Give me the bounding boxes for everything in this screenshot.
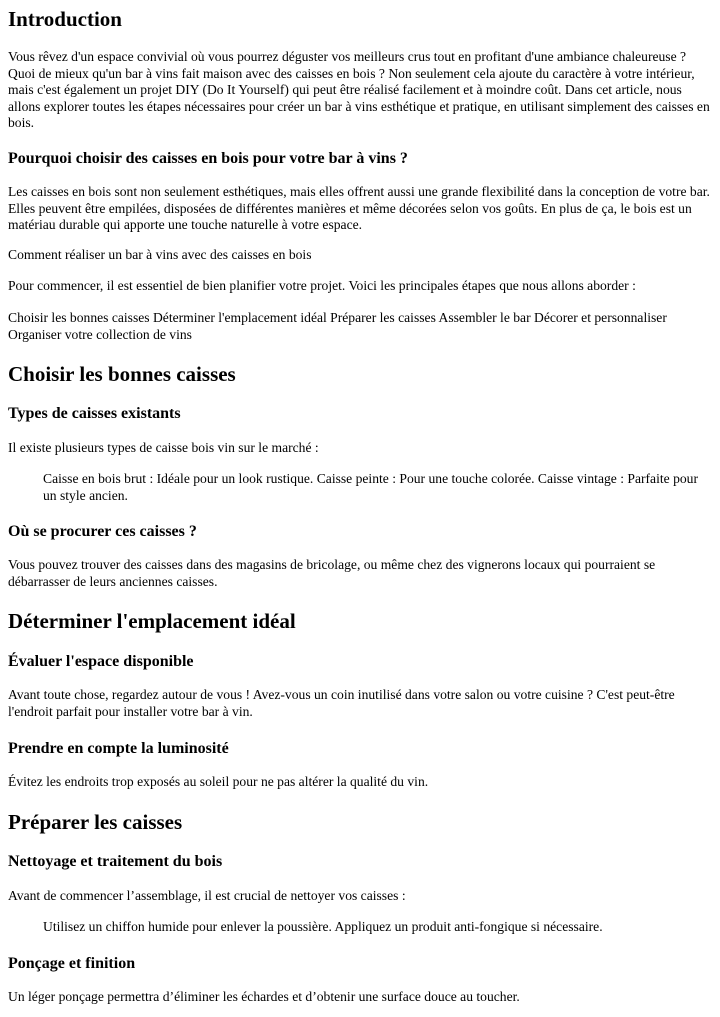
paragraph-cleaning: Avant de commencer l’assemblage, il est crucial de nettoyer vos caisses :	[8, 888, 406, 903]
list-crate-types: Caisse en bois brut : Idéale pour un look rustique. Caisse peinte : Pour une touche colorée. Caisse vintage : Parfaite pour un style ancien.	[43, 471, 698, 503]
paragraph-introduction: Vous rêvez d'un espace convivial où vous pourrez déguster vos meilleurs crus tout en profitant d'une ambiance chaleureuse ? Quoi de mieux qu'un bar à vins fait maison avec des caisses en bois ? Non seulement cela ajoute du caractère à votre intérieur, mais c'est également un projet DIY (Do It Yourself) qui peut être réalisé facilement et à moindre coût. Dans cet article, nous allons explorer toutes les étapes nécessaires pour créer un bar à vins esthétique et pratique, en utilisant simplement des caisses en bois.	[8, 49, 710, 130]
list-steps: Choisir les bonnes caisses Déterminer l'emplacement idéal Préparer les caisses Assembler le bar Décorer et personnaliser Organiser votre collection de vins	[8, 310, 667, 342]
paragraph-why-wood-crates: Les caisses en bois sont non seulement esthétiques, mais elles offrent aussi une grande flexibilité dans la conception de votre bar. Elles peuvent être empilées, disposées de différentes manières et même décorées selon vos goûts. En plus de ça, le bois est un matériau durable qui apporte une touche naturelle à votre espace.	[8, 184, 710, 232]
heading-where-to-buy: Où se procurer ces caisses ?	[8, 523, 197, 540]
heading-location: Déterminer l'emplacement idéal	[8, 609, 296, 633]
heading-sanding: Ponçage et finition	[8, 955, 136, 972]
paragraph-how-to: Comment réaliser un bar à vins avec des caisses en bois	[8, 247, 312, 262]
list-cleaning: Utilisez un chiffon humide pour enlever la poussière. Appliquez un produit anti-fongique si nécessaire.	[43, 919, 603, 934]
paragraph-plan: Pour commencer, il est essentiel de bien planifier votre projet. Voici les principales étapes que nous allons aborder :	[8, 278, 636, 293]
paragraph-where-to-buy: Vous pouvez trouver des caisses dans des magasins de bricolage, ou même chez des vignerons locaux qui pourraient se débarrasser de leurs anciennes caisses.	[8, 557, 656, 589]
heading-cleaning: Nettoyage et traitement du bois	[8, 853, 223, 870]
heading-why-wood-crates: Pourquoi choisir des caisses en bois pour votre bar à vins ?	[8, 150, 408, 167]
heading-available-space: Évaluer l'espace disponible	[8, 653, 194, 670]
paragraph-sanding: Un léger ponçage permettra d’éliminer les échardes et d’obtenir une surface douce au toucher.	[8, 989, 520, 1004]
heading-light: Prendre en compte la luminosité	[8, 740, 229, 757]
paragraph-crate-types: Il existe plusieurs types de caisse bois vin sur le marché :	[8, 440, 319, 455]
heading-introduction: Introduction	[8, 7, 122, 31]
heading-crate-types: Types de caisses existants	[8, 405, 181, 422]
heading-prepare-crates: Préparer les caisses	[8, 810, 183, 834]
paragraph-light: Évitez les endroits trop exposés au soleil pour ne pas altérer la qualité du vin.	[8, 774, 429, 789]
paragraph-available-space: Avant toute chose, regardez autour de vous ! Avez-vous un coin inutilisé dans votre salon ou votre cuisine ? C'est peut-être l'endroit parfait pour installer votre bar à vin.	[8, 687, 675, 719]
heading-choose-crates: Choisir les bonnes caisses	[8, 362, 236, 386]
